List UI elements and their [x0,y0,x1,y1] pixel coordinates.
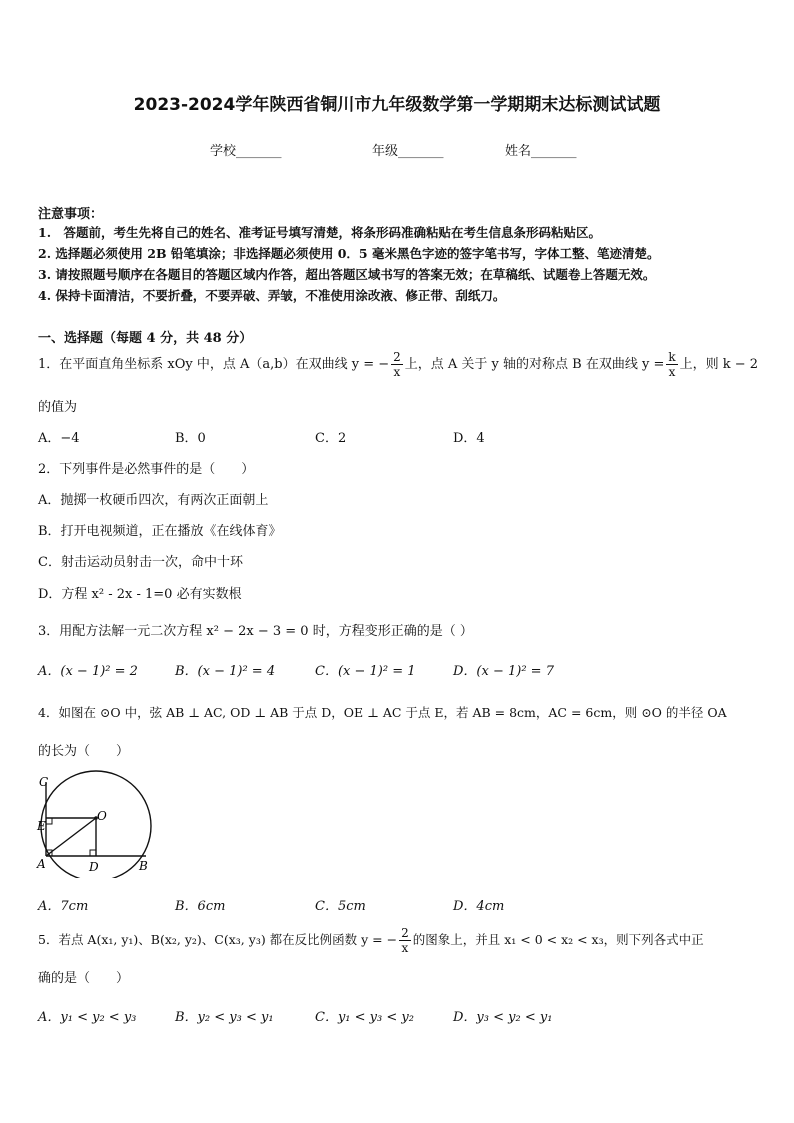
q5-option-c: C．y₁ < y₃ < y₂ [315,1010,414,1025]
notice-item-4: 4. 保持卡面清洁，不要折叠，不要弄破、弄皱，不准使用涂改液、修正带、刮纸刀。 [38,288,506,303]
segment-oa [46,818,96,856]
label-e: E [37,819,46,833]
q5-frac-den: x [401,941,409,955]
q2-option-b: B．打开电视频道，正在播放《在线体育》 [38,524,282,539]
q5-fraction [399,926,411,955]
q1-frac2-num: k [668,350,676,364]
label-a: A [37,857,46,871]
q5-option-b: B．y₂ < y₃ < y₁ [175,1010,274,1025]
q5-option-a: A．y₁ < y₂ < y₃ [38,1010,137,1025]
right-angle-d [90,850,96,856]
section-heading: 一、选择题（每题 4 分，共 48 分） [38,331,253,346]
q3-option-c: C．(x − 1)² = 1 [315,664,416,679]
name-field: 姓名_______ [505,144,577,159]
q1-text-a: 1．在平面直角坐标系 xOy 中，点 A（a,b）在双曲线 y = − [38,357,390,372]
notice-item-1: 1. 答题前，考生先将自己的姓名、准考证号填写清楚，将条形码准确粘贴在考生信息条形码粘贴区。 [38,225,602,240]
question-1-line2: 的值为 [38,400,78,415]
question-5-stem [38,924,704,956]
notice-item-3: 3. 请按照题号顺序在各题目的答题区域内作答，超出答题区域书写的答案无效；在草稿纸、试题卷上答题无效。 [38,267,656,282]
q4-option-c: C．5cm [315,899,366,914]
page-title: 2023-2024学年陕西省铜川市九年级数学第一学期期末达标测试试题 [133,95,661,115]
question-4-stem: 4．如图在 ⊙O 中，弦 AB ⊥ AC, OD ⊥ AB 于点 D，OE ⊥ AC 于点 E，若 AB = 8cm，AC = 6cm，则 ⊙O 的半径 OA [38,705,727,720]
q5-text-b: 的图象上，并且 x₁ < 0 < x₂ < x₃，则下列各式中正 [412,932,704,947]
question-1-stem [38,350,758,380]
q4-option-b: B．6cm [175,899,226,914]
q1-fraction-2 [666,350,677,379]
q3-option-a: A．(x − 1)² = 2 [38,664,138,679]
grade-field: 年级_______ [372,144,444,159]
q2-option-a: A．抛掷一枚硬币四次，有两次正面朝上 [38,493,269,508]
q1-frac1-den: x [393,365,401,379]
q4-option-d: D．4cm [453,899,505,914]
label-c: C [39,775,49,789]
q5-frac-num: 2 [401,926,409,940]
q2-option-c: C．射击运动员射击一次，命中十环 [38,555,243,570]
q5-option-d: D．y₃ < y₂ < y₁ [453,1010,553,1025]
q1-text-c: 上，则 k − 2 [679,357,759,372]
question-5-line2: 确的是（ ） [38,971,130,986]
right-angle-e [46,818,52,824]
question-4-line2: 的长为（ ） [38,744,130,759]
q1-frac2-den: x [668,365,676,379]
question-2-stem: 2．下列事件是必然事件的是（ ） [38,462,255,477]
q3-option-d: D．(x − 1)² = 7 [453,664,554,679]
notice-item-2: 2. 选择题必须使用 2B 铅笔填涂；非选择题必须使用 0．5 毫米黑色字迹的签字笔书写，字体工整、笔迹清楚。 [38,246,660,261]
q2-option-d: D．方程 x² - 2x - 1=0 必有实数根 [38,587,242,602]
q3-option-b: B．(x − 1)² = 4 [175,664,276,679]
q1-option-a: A．−4 [38,431,80,446]
label-o: O [97,809,107,823]
question-3-stem: 3．用配方法解一元二次方程 x² − 2x − 3 = 0 时，方程变形正确的是（ ） [38,624,473,639]
q1-fraction-1 [391,350,403,379]
q1-frac1-num: 2 [393,350,401,364]
q1-text-b: 上，点 A 关于 y 轴的对称点 B 在双曲线 y = [404,357,665,372]
label-b: B [139,859,148,873]
q1-option-c: C．2 [315,431,347,446]
label-d: D [89,860,99,874]
circle-figure [36,768,161,878]
q4-option-a: A．7cm [38,899,89,914]
notice-heading: 注意事项： [38,207,104,222]
q5-text-a: 5．若点 A(x₁, y₁)、B(x₂, y₂)、C(x₃, y₃) 都在反比例函数 y = − [38,932,398,947]
q1-option-b: B．0 [175,431,206,446]
school-field: 学校_______ [210,144,282,159]
q1-option-d: D．4 [453,431,485,446]
